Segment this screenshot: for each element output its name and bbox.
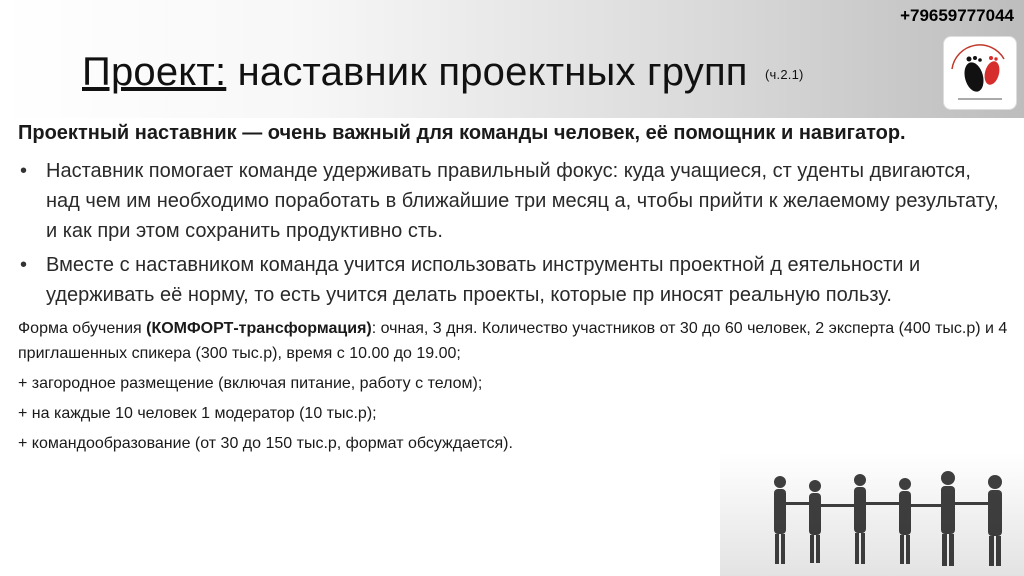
extra-item: + на каждые 10 человек 1 модератор (10 тыс.р); bbox=[18, 405, 377, 422]
form-prefix: Форма обучения bbox=[18, 320, 147, 337]
extra-item: + загородное размещение (включая питание, работу с телом); bbox=[18, 375, 483, 392]
logo-footprint-black bbox=[961, 60, 986, 94]
organization-logo bbox=[943, 36, 1017, 110]
person-silhouette bbox=[854, 474, 866, 564]
bullet-item bbox=[18, 250, 1008, 310]
logo-footprint-red bbox=[982, 60, 1002, 87]
person-silhouette bbox=[988, 475, 1002, 566]
slide-content bbox=[18, 118, 1008, 461]
bullet-text: Наставник помогает команде удерживать правильный фокус: куда учащиеся, ст уденты двигаются, над чем им необходимо поработать в ближайшие три месяц а, чтобы прийти к желаемому результату, и как при этом сохранить продуктивно сть. bbox=[46, 160, 999, 242]
people-silhouettes-image bbox=[720, 452, 1024, 576]
form-name: (КОМФОРТ-трансформация) bbox=[146, 320, 372, 337]
person-silhouette bbox=[899, 478, 911, 564]
bullet-text: Вместе с наставником команда учится использовать инструменты проектной д еятельности и удерживать её норму, то есть учится делать проекты, которые пр иносят реальную пользу. bbox=[46, 254, 921, 306]
phone-number: +79659777044 bbox=[900, 6, 1014, 25]
title-main: наставник проектных групп bbox=[226, 50, 748, 94]
extra-item: + командообразование (от 30 до 150 тыс.р, формат обсуждается). bbox=[18, 435, 513, 452]
title-part-number: (ч.2.1) bbox=[765, 66, 804, 82]
form-details: : очная, 3 дня. Количество участников от 30 до 60 человек, 2 эксперта (400 тыс.р) и 4 приглашенных спикера (300 тыс.р), время с 10.00 до 19.00; bbox=[18, 320, 1008, 362]
person-silhouette bbox=[809, 480, 821, 563]
page-title bbox=[82, 50, 804, 95]
training-form-paragraph bbox=[18, 316, 1008, 366]
bullet-icon: • bbox=[20, 254, 28, 276]
bullet-icon: • bbox=[20, 160, 28, 182]
person-silhouette bbox=[941, 471, 955, 566]
title-prefix: Проект: bbox=[82, 50, 227, 94]
joined-hands bbox=[786, 502, 809, 505]
lead-paragraph: Проектный наставник — очень важный для команды человек, её помощник и навигатор. bbox=[18, 122, 906, 144]
bullet-item bbox=[18, 156, 1008, 246]
person-silhouette bbox=[774, 476, 786, 564]
details-block bbox=[18, 316, 1008, 456]
